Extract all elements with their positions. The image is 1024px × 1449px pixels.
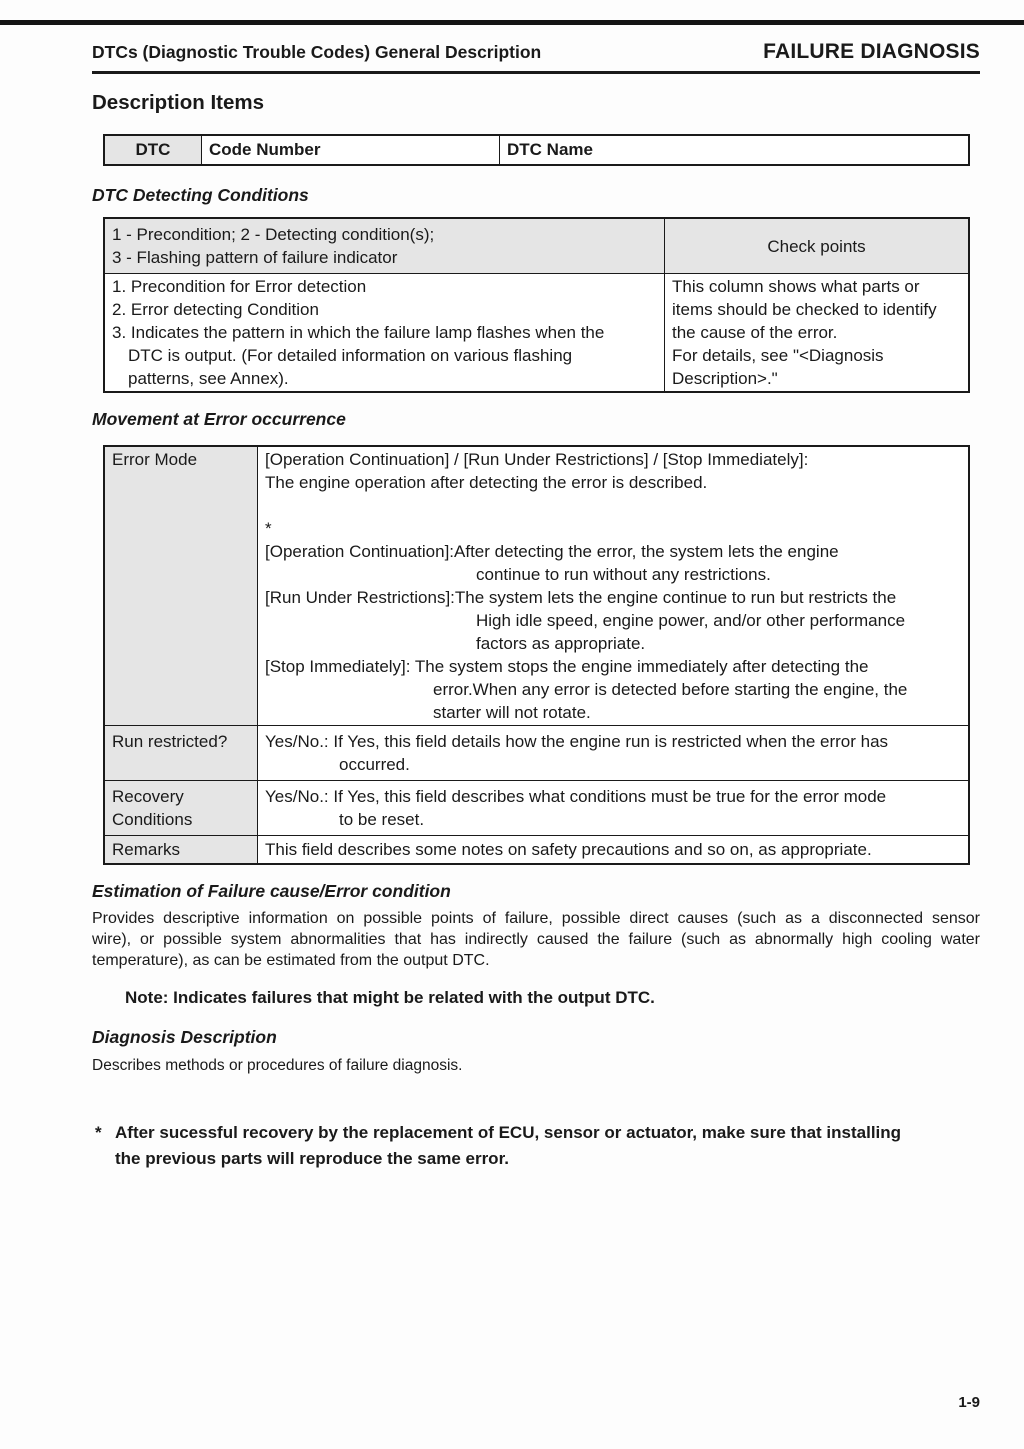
header-chapter-title: FAILURE DIAGNOSIS [763, 40, 980, 63]
table-text-line: [Run Under Restrictions]:The system lets the engine continue to run but restricts the [265, 588, 897, 607]
check-points-body-cell [664, 274, 968, 391]
paragraph-line: wire), or possible system abnormalities that has indirectly caused the failure (such as abnormally high cooling water [92, 931, 980, 948]
table-text-line: The engine operation after detecting the error is described. [265, 473, 708, 492]
row-label-cell: Error Mode [105, 447, 257, 725]
table-text-line: 2. Error detecting Condition [112, 300, 319, 319]
footnote-line: the previous parts will reproduce the same error. [115, 1149, 509, 1168]
table-text-line: Yes/No.: If Yes, this field describes what conditions must be true for the error mode [265, 787, 887, 806]
table-text-line: Description>." [672, 369, 778, 388]
row-label-cell: Run restricted? [105, 726, 257, 780]
table-row [105, 273, 968, 391]
code-number-header-cell: Code Number [201, 136, 499, 164]
footnote-marker: * [95, 1123, 102, 1142]
table-text-line: DTC is output. (For detailed information on various flashing [128, 346, 573, 365]
table-text-line: [Operation Continuation]:After detecting the error, the system lets the engine [265, 542, 839, 561]
header-section-title: DTCs (Diagnostic Trouble Codes) General Description [92, 42, 542, 62]
table-text-line: starter will not rotate. [433, 703, 591, 722]
footnote-line: After sucessful recovery by the replacement of ECU, sensor or actuator, make sure that installing [115, 1123, 902, 1142]
table-header-row [105, 219, 968, 273]
error-mode-row [105, 447, 968, 725]
dtc-overview-table [103, 134, 970, 166]
table-text-line: 1. Precondition for Error detection [112, 277, 367, 296]
paragraph-line: Provides descriptive information on possible points of failure, possible direct causes (such as a disconnected sensor [92, 910, 980, 927]
table-text-line: factors as appropriate. [476, 634, 646, 653]
footnote [95, 1120, 980, 1172]
table-text-line: items should be checked to identify [672, 300, 937, 319]
detecting-conditions-table [103, 217, 970, 393]
table-text-line: For details, see "<Diagnosis [672, 346, 884, 365]
estimation-paragraph [92, 908, 980, 971]
dtc-header-cell: DTC [105, 136, 201, 164]
table-text-line: the cause of the error. [672, 323, 838, 342]
dtc-name-header-cell: DTC Name [499, 136, 968, 164]
conditions-body-cell [105, 274, 664, 391]
table-text-line: 3. Indicates the pattern in which the failure lamp flashes when the [112, 323, 605, 342]
page-title: Description Items [92, 91, 265, 114]
table-text-line: patterns, see Annex). [128, 369, 289, 388]
table-text-line: This field describes some notes on safety precautions and so on, as appropriate. [265, 840, 872, 859]
movement-table [103, 445, 970, 865]
recovery-conditions-row [105, 780, 968, 835]
footnote-text [115, 1120, 901, 1172]
scan-edge-artifact [0, 20, 1024, 25]
row-content-cell [257, 447, 968, 725]
page-number: 1-9 [958, 1394, 980, 1411]
row-content-cell [257, 726, 968, 780]
table-text-line: Yes/No.: If Yes, this field details how the engine run is restricted when the error has [265, 732, 889, 751]
check-points-header-cell: Check points [664, 219, 968, 273]
table-text-line: 3 - Flashing pattern of failure indicator [112, 248, 398, 267]
remarks-row [105, 835, 968, 863]
table-row [105, 136, 968, 164]
diagnosis-heading: Diagnosis Description [92, 1027, 277, 1047]
table-text-line: 1 - Precondition; 2 - Detecting condition(s); [112, 225, 435, 244]
estimation-heading: Estimation of Failure cause/Error condition [92, 881, 451, 901]
table-text-line: continue to run without any restrictions. [476, 565, 771, 584]
table-text-line: to be reset. [339, 810, 425, 829]
table-text-line: High idle speed, engine power, and/or other performance [476, 611, 906, 630]
table-text-line: * [265, 519, 272, 538]
table-text-line: [Operation Continuation] / [Run Under Restrictions] / [Stop Immediately]: [265, 450, 809, 469]
conditions-header-cell [105, 219, 664, 273]
paragraph-line: temperature), as can be estimated from the output DTC. [92, 952, 490, 969]
page-header [92, 41, 980, 74]
detecting-conditions-heading: DTC Detecting Conditions [92, 185, 309, 205]
row-label-cell: Remarks [105, 836, 257, 863]
table-text-line [265, 494, 961, 517]
row-content-cell [257, 781, 968, 835]
run-restricted-row [105, 725, 968, 780]
table-text-line: occurred. [339, 755, 410, 774]
table-text-line: [Stop Immediately]: The system stops the engine immediately after detecting the [265, 657, 869, 676]
note-text: Note: Indicates failures that might be related with the output DTC. [125, 988, 655, 1007]
table-text-line: This column shows what parts or [672, 277, 920, 296]
table-text-line: error.When any error is detected before starting the engine, the [433, 680, 908, 699]
row-content-cell [257, 836, 968, 863]
diagnosis-body: Describes methods or procedures of failure diagnosis. [92, 1057, 463, 1074]
movement-heading: Movement at Error occurrence [92, 409, 346, 429]
row-label-cell: Recovery Conditions [105, 781, 257, 835]
